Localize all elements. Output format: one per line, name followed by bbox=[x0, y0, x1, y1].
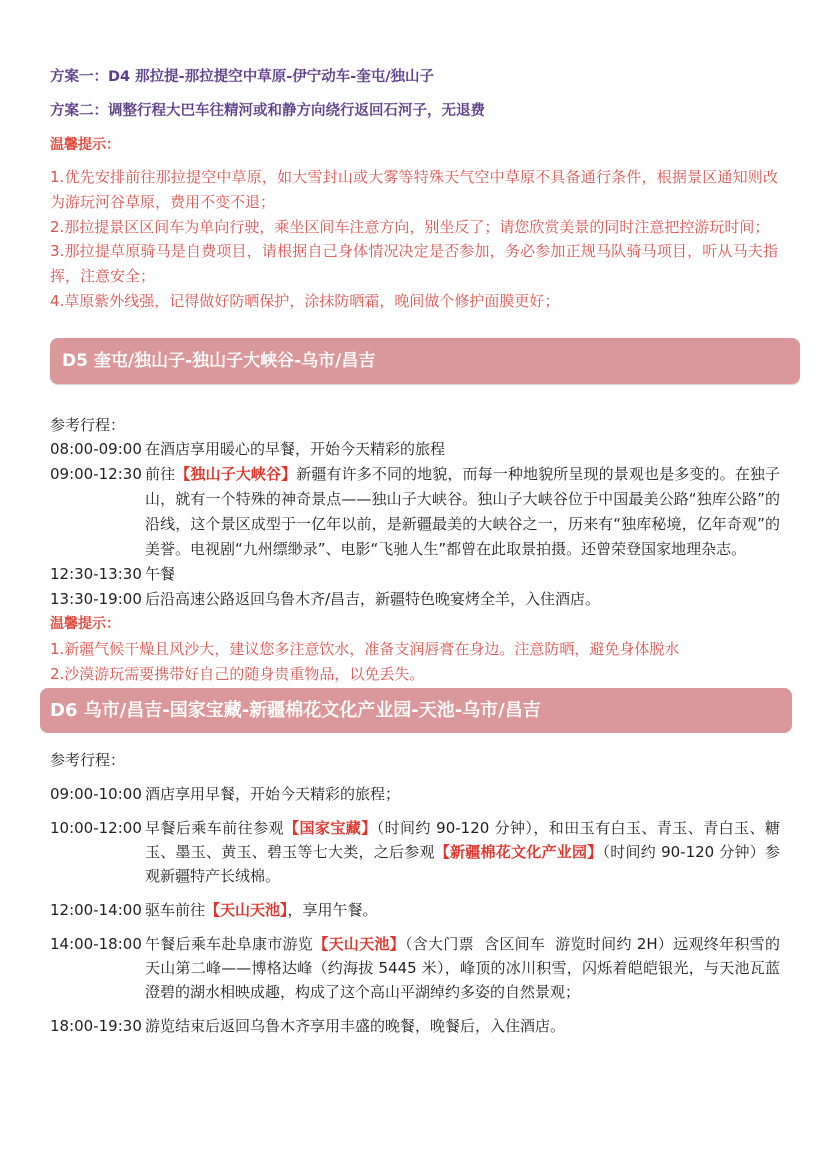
day5-section bbox=[50, 413, 780, 687]
d4-tips-title: 温馨提示： bbox=[50, 137, 120, 153]
schedule-description bbox=[145, 562, 780, 587]
description-text: （时间约 90-120 分钟）参观新疆特产长绒棉。 bbox=[145, 843, 780, 885]
schedule-row bbox=[50, 437, 780, 462]
schedule-row bbox=[50, 1014, 780, 1038]
description-text: 早餐后乘车前往参观 bbox=[145, 819, 284, 837]
schedule-time: 14:00-18:00 bbox=[50, 935, 142, 953]
description-text: 午餐 bbox=[145, 564, 176, 583]
description-text: 酒店享用早餐，开始今天精彩的旅程； bbox=[145, 785, 401, 803]
schedule-row bbox=[50, 898, 780, 922]
description-text: 驱车前往 bbox=[145, 901, 206, 919]
schedule-time: 13:30-19:00 bbox=[50, 589, 142, 608]
day6-schedule-label: 参考行程： bbox=[50, 751, 126, 769]
d4-tips-list bbox=[50, 165, 778, 314]
day6-section bbox=[50, 748, 780, 1048]
schedule-description bbox=[145, 462, 780, 562]
day5-banner: D5 奎屯/独山子-独山子大峡谷-乌市/昌吉 bbox=[50, 338, 800, 384]
description-text: （时间约 90-120 分钟），和田玉有白玉、青玉、青白玉、糖玉、墨玉、黄玉、碧玉等七大类，之后参观 bbox=[145, 819, 780, 861]
schedule-row bbox=[50, 587, 780, 612]
d4-tip-item: 2.那拉提景区区间车为单向行驶，乘坐区间车注意方向，别坐反了；请您欣赏美景的同时注意把控游玩时间； bbox=[50, 217, 770, 236]
description-text: 午餐后乘车赴阜康市游览 bbox=[145, 935, 314, 953]
schedule-time: 12:00-14:00 bbox=[50, 901, 142, 919]
schedule-description bbox=[145, 816, 780, 888]
schedule-row bbox=[50, 462, 780, 562]
schedule-row bbox=[50, 816, 780, 888]
day5-tip-item: 1.新疆气候干燥且风沙大，建议您多注意饮水，准备支润唇膏在身边。注意防晒，避免身体脱水 bbox=[50, 639, 680, 658]
attraction-highlight: 【新疆棉花文化产业园】 bbox=[434, 843, 603, 861]
schedule-description bbox=[145, 898, 780, 922]
schedule-description bbox=[145, 932, 780, 1004]
description-text: 在酒店享用暖心的早餐，开始今天精彩的旅程 bbox=[145, 440, 446, 459]
d4-tip-item: 4.草原紫外线强，记得做好防晒保护，涂抹防晒霜，晚间做个修护面膜更好； bbox=[50, 291, 560, 310]
day5-tips-title: 温馨提示： bbox=[50, 615, 120, 632]
schedule-time: 12:30-13:30 bbox=[50, 564, 142, 583]
schedule-time: 09:00-10:00 bbox=[50, 785, 142, 803]
schedule-time: 09:00-12:30 bbox=[50, 465, 142, 484]
schedule-description bbox=[145, 437, 780, 462]
day5-schedule-label: 参考行程： bbox=[50, 415, 126, 434]
schedule-row bbox=[50, 932, 780, 1004]
plan-option-1: 方案一：D4 那拉提-那拉提空中草原-伊宁动车-奎屯/独山子 bbox=[50, 69, 435, 85]
day5-tip-item: 2.沙漠游玩需要携带好自己的随身贵重物品，以免丢失。 bbox=[50, 664, 425, 683]
description-text: （含大门票 含区间车 游览时间约 2H）远观终年积雪的天山第二峰——博格达峰（约海拔 5445 米），峰顶的冰川积雪，闪烁着皑皑银光，与天池瓦蓝澄碧的湖水相映成趣，构成了这个高山平湖绰约多姿的自然景观； bbox=[145, 935, 780, 1001]
plan-option-2: 方案二：调整行程大巴车往精河或和静方向绕行返回石河子，无退费 bbox=[50, 103, 485, 119]
attraction-highlight: 【天山天池】 bbox=[205, 901, 288, 919]
description-text: 游览结束后返回乌鲁木齐享用丰盛的晚餐，晚餐后，入住酒店。 bbox=[145, 1017, 566, 1035]
schedule-description bbox=[145, 587, 780, 612]
attraction-highlight: 【独山子大峡谷】 bbox=[175, 465, 297, 484]
description-text: 后沿高速公路返回乌鲁木齐/昌吉，新疆特色晚宴烤全羊，入住酒店。 bbox=[145, 589, 601, 608]
schedule-row bbox=[50, 562, 780, 587]
schedule-description bbox=[145, 782, 780, 806]
description-text: 前往 bbox=[145, 465, 176, 484]
attraction-highlight: 【国家宝藏】 bbox=[284, 819, 377, 837]
schedule-description bbox=[145, 1014, 780, 1038]
schedule-time: 18:00-19:30 bbox=[50, 1017, 142, 1035]
d4-tip-item: 3.那拉提草原骑马是自费项目，请根据自己身体情况决定是否参加，务必参加正规马队骑马项目，听从马夫指挥，注意安全； bbox=[50, 242, 778, 286]
schedule-time: 10:00-12:00 bbox=[50, 819, 142, 837]
day6-banner: D6 乌市/昌吉-国家宝藏-新疆棉花文化产业园-天池-乌市/昌吉 bbox=[40, 688, 792, 733]
d4-tip-item: 1.优先安排前往那拉提空中草原，如大雪封山或大雾等特殊天气空中草原不具备通行条件，根据景区通知则改为游玩河谷草原，费用不变不退； bbox=[50, 168, 778, 211]
attraction-highlight: 【天山天池】 bbox=[313, 935, 405, 953]
description-text: ，享用午餐。 bbox=[287, 901, 378, 919]
schedule-row bbox=[50, 782, 780, 806]
schedule-time: 08:00-09:00 bbox=[50, 440, 142, 459]
description-text: 新疆有许多不同的地貌，而每一种地貌所呈现的景观也是多变的。在独子山，就有一个特殊的神奇景点——独山子大峡谷。独山子大峡谷位于中国最美公路“独库公路”的沿线，这个景区成型于一亿年以前，是新疆最美的大峡谷之一，历来有“独库秘境，亿年奇观”的美誉。电视剧“九州缥缈录”、电影“飞驰人生”都曾在此取景拍摄。还曾荣登国家地理杂志。 bbox=[145, 465, 780, 559]
